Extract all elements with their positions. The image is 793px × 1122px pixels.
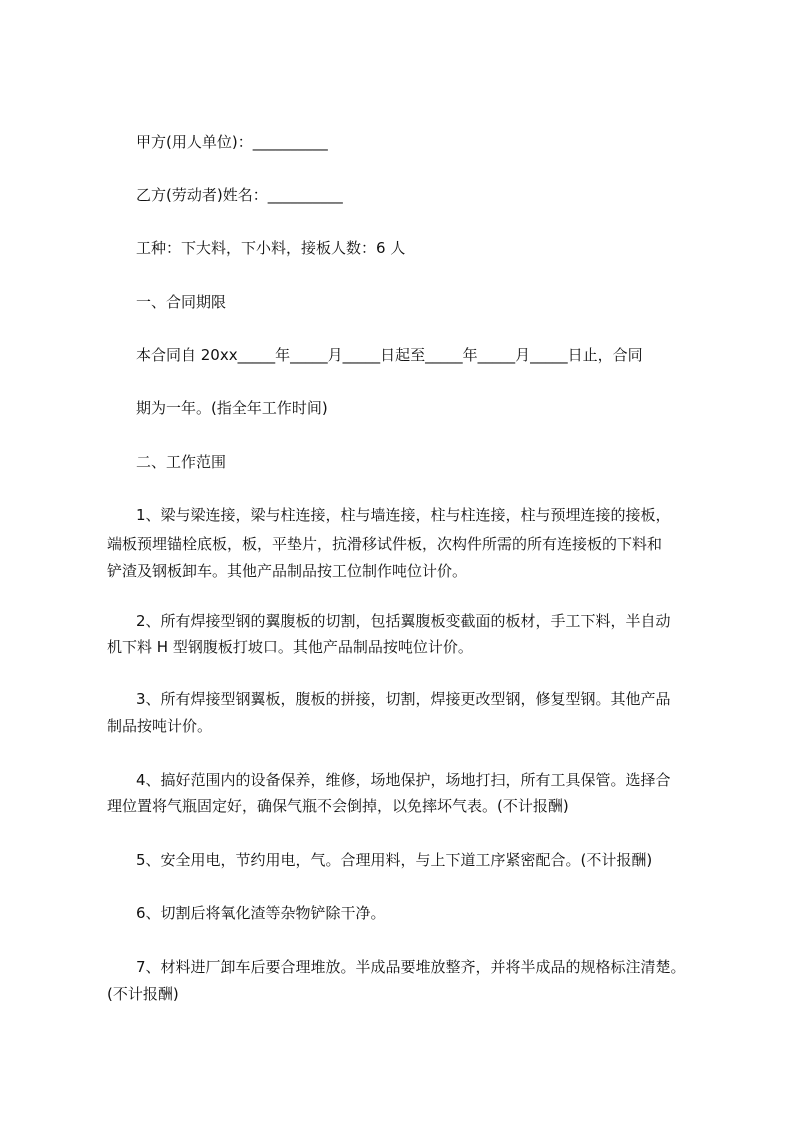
item-7-line-1: 7、材料进厂卸车后要合理堆放。半成品要堆放整齐，并将半成品的规格标注清楚。	[136, 958, 686, 976]
item-2-line-1: 2、所有焊接型钢的翼腹板的切割，包括翼腹板变截面的板材，手工下料，半自动	[136, 612, 671, 630]
item-1-line-2: 端板预埋锚栓底板，板，平垫片，抗滑移试件板，次构件所需的所有连接板的下料和	[107, 535, 663, 553]
item-1-line-1: 1、梁与梁连接，梁与柱连接，柱与墙连接，柱与柱连接，柱与预埋连接的接板，	[136, 506, 671, 524]
item-5-line: 5、安全用电，节约用电，气。合理用料，与上下道工序紧密配合。(不计报酬)	[136, 851, 653, 869]
item-6-line: 6、切割后将氧化渣等杂物铲除干净。	[136, 904, 386, 922]
item-3-line-1: 3、所有焊接型钢翼板，腹板的拼接，切割，焊接更改型钢，修复型钢。其他产品	[136, 690, 671, 708]
item-1-line-3: 铲渣及钢板卸车。其他产品制品按工位制作吨位计价。	[107, 562, 468, 580]
section-heading-contract-term: 一、合同期限	[136, 293, 227, 311]
item-7-line-2: (不计报酬)	[107, 985, 179, 1003]
job-type-line: 工种：下大料，下小料，接板人数：6 人	[136, 239, 406, 257]
item-4-line-2: 理位置将气瓶固定好，确保气瓶不会倒掉，以免摔坏气表。(不计报酬)	[107, 797, 569, 815]
party-a-line: 甲方(用人单位)：__________	[136, 133, 328, 151]
section-heading-work-scope: 二、工作范围	[136, 453, 227, 471]
party-b-line: 乙方(劳动者)姓名：__________	[136, 186, 343, 204]
item-3-line-2: 制品按吨计价。	[107, 717, 213, 735]
contract-term-line-2: 期为一年。(指全年工作时间)	[136, 399, 328, 417]
item-4-line-1: 4、搞好范围内的设备保养，维修，场地保护，场地打扫，所有工具保管。选择合	[136, 771, 671, 789]
contract-term-line-1: 本合同自 20xx_____年_____月_____日起至_____年_____月_____日止，合同	[136, 346, 643, 364]
item-2-line-2: 机下料 H 型钢腹板打坡口。其他产品制品按吨位计价。	[107, 638, 473, 656]
